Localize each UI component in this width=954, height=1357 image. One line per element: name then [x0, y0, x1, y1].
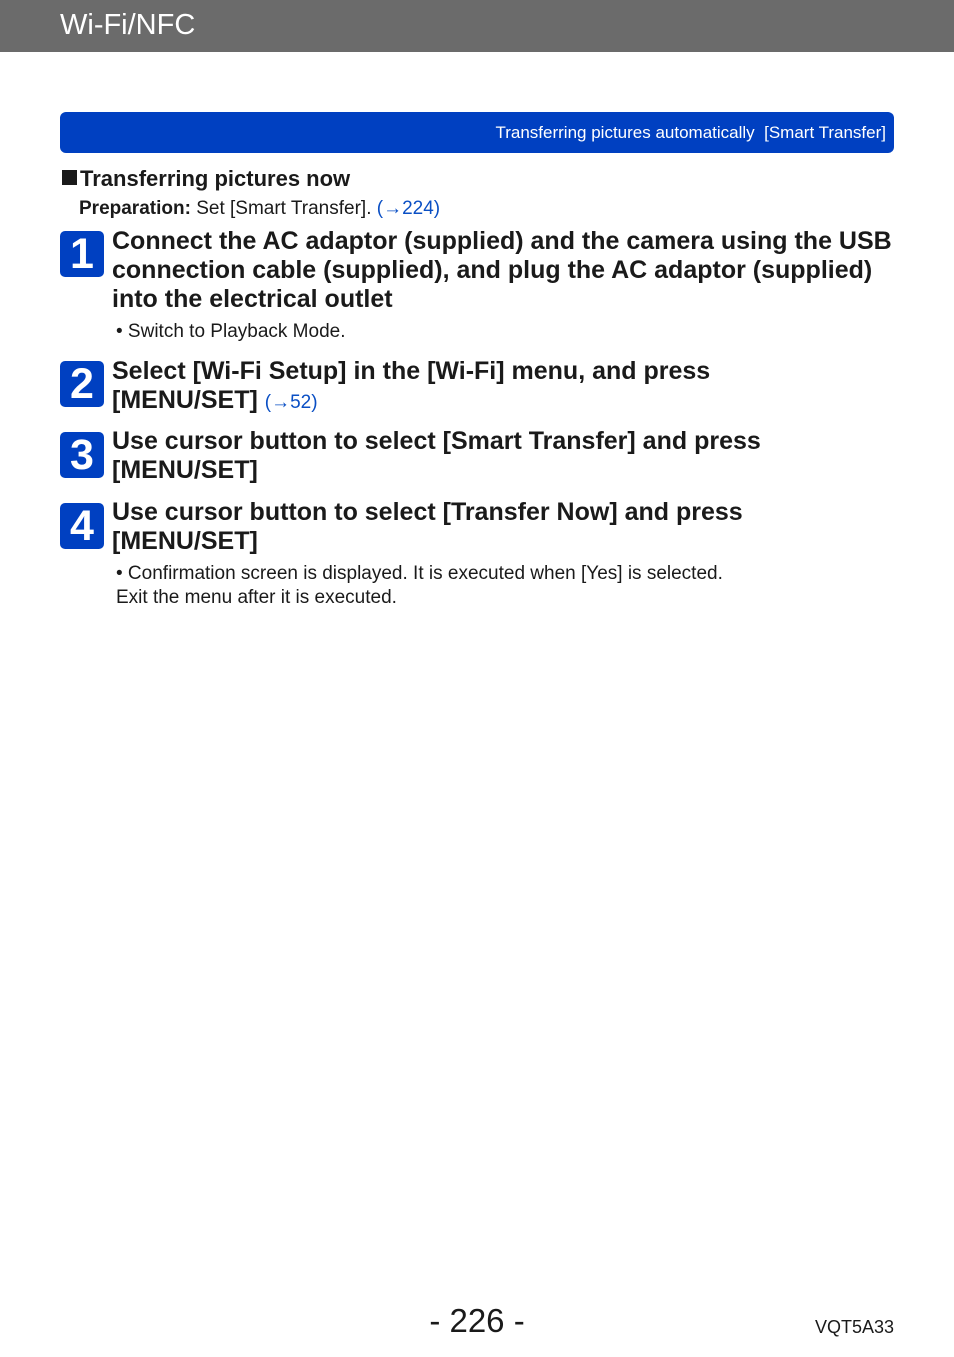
page-number: - 226 -: [429, 1302, 525, 1339]
subheading: [60, 168, 350, 190]
section-banner-label: Transferring pictures automatically [Smart Transfer]: [495, 123, 886, 142]
step-4-badge: 4: [60, 503, 104, 549]
black-square-icon: [62, 170, 77, 185]
step-2-page-link[interactable]: (→52): [264, 392, 318, 413]
chapter-title: Wi-Fi/NFC: [60, 9, 196, 41]
step-2-badge: 2: [60, 361, 104, 407]
step-3-text: Use cursor button to select [Smart Transfer] and press [MENU/SET]: [112, 427, 761, 484]
step-2-text-body: Select [Wi-Fi Setup] in the [Wi-Fi] menu, and press [MENU/SET]: [112, 357, 711, 414]
step-4-note-line-2: Exit the menu after it is executed.: [116, 587, 397, 608]
section-banner: [60, 112, 894, 153]
preparation-text: Set [Smart Transfer].: [190, 198, 377, 219]
subheading-text: Transferring pictures now: [80, 166, 351, 191]
header-bar: [0, 0, 954, 52]
step-1-text: Connect the AC adaptor (supplied) and the camera using the USB connection cable (supplied), and plug the AC adaptor (supplied) into the electrical outlet: [112, 227, 892, 313]
step-4-note: [116, 562, 910, 610]
preparation-line: [79, 199, 440, 218]
step-4-note-line-1: • Confirmation screen is displayed. It is executed when [Yes] is selected.: [116, 563, 723, 584]
step-4-text: Use cursor button to select [Transfer Now] and press [MENU/SET]: [112, 498, 743, 555]
document-code: VQT5A33: [814, 1317, 894, 1337]
step-3-badge: 3: [60, 432, 104, 478]
preparation-page-link[interactable]: (→224): [376, 198, 441, 219]
step-1-note: • Switch to Playback Mode.: [116, 321, 346, 342]
preparation-label: Preparation:: [79, 198, 191, 219]
step-2-text: [112, 357, 762, 417]
step-1-badge: 1: [60, 231, 104, 277]
